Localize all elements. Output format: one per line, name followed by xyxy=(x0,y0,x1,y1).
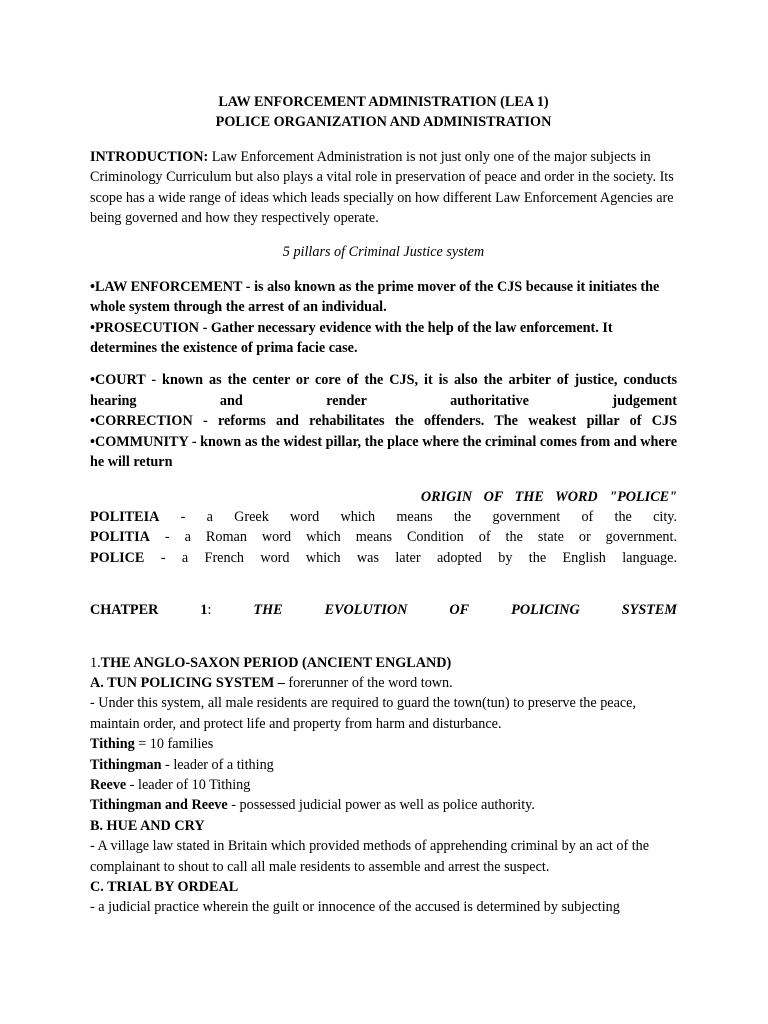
definition-text: - leader of a tithing xyxy=(161,756,274,773)
chapter-title-word-4: POLICING xyxy=(511,602,580,619)
origin-term-police: POLICE xyxy=(90,549,145,566)
section-1-heading xyxy=(90,653,677,673)
chapter-heading xyxy=(90,600,677,620)
origin-text-police: - a French word which was later adopted by the English language. xyxy=(144,549,677,566)
pillar-correction: •CORRECTION - reforms and rehabilitates the offenders. The weakest pillar of CJS xyxy=(90,413,677,430)
origin-text-politia: - a Roman word which means Condition of the state or government. xyxy=(149,529,677,546)
subsection-b-title: B. HUE AND CRY xyxy=(90,817,205,834)
definition-text: - possessed judicial power as well as police authority. xyxy=(227,797,535,814)
pillar-community: •COMMUNITY - known as the widest pillar, the place where the criminal comes from and where he will return xyxy=(90,433,677,471)
subsection-b-text: - A village law stated in Britain which provided methods of apprehending criminal by an act of the complainant to shout to call all male residents to assemble and arrest the suspect. xyxy=(90,838,650,875)
subsection-a-title: A. TUN POLICING SYSTEM – xyxy=(90,674,285,691)
subsection-a-text: - Under this system, all male residents are required to guard the town(tun) to preserve the peace, maintain order, and protect life and property from harm and disturbance. xyxy=(90,695,637,732)
origin-politia xyxy=(90,527,677,547)
document-body xyxy=(90,92,677,918)
chapter-title-word-1: THE xyxy=(253,602,283,619)
definition-term: Reeve xyxy=(90,776,127,793)
chapter-title-word-3: OF xyxy=(449,602,470,619)
origin-term-politia: POLITIA xyxy=(90,529,150,546)
origin-text-politeia: - a Greek word which means the government of the city. xyxy=(159,508,677,525)
subsection-a-heading xyxy=(90,673,677,693)
section-1-number: 1. xyxy=(90,654,101,671)
pillars-heading: 5 pillars of Criminal Justice system xyxy=(282,244,485,261)
document-title-line-1: LAW ENFORCEMENT ADMINISTRATION (LEA 1) xyxy=(218,94,549,110)
origin-politeia xyxy=(90,507,677,527)
chapter-number: 1: xyxy=(200,602,212,619)
definition-text: = 10 families xyxy=(134,736,214,753)
chapter-title-word-5: SYSTEM xyxy=(621,602,677,619)
subsection-c-text: - a judicial practice wherein the guilt or innocence of the accused is determined by subjecting xyxy=(90,899,620,916)
introduction-label: INTRODUCTION: xyxy=(90,148,209,165)
pillar-court: •COURT - known as the center or core of the CJS, it is also the arbiter of justice, conducts hearing and render authoritative judgement xyxy=(90,372,677,409)
definition-reeve xyxy=(90,775,677,795)
origin-police xyxy=(90,548,677,568)
definition-tithing xyxy=(90,734,677,754)
definition-term: Tithingman and Reeve xyxy=(90,797,228,814)
definition-term: Tithingman xyxy=(90,756,162,773)
origin-term-politeia: POLITEIA xyxy=(90,508,160,525)
definition-text: - leader of 10 Tithing xyxy=(126,776,251,793)
introduction-paragraph xyxy=(90,147,677,229)
pillar-law-enforcement: •LAW ENFORCEMENT - is also known as the prime mover of the CJS because it initiates the whole system through the arrest of an individual. xyxy=(90,278,660,316)
pillar-prosecution: •PROSECUTION - Gather necessary evidence with the help of the law enforcement. It determines the existence of prima facie case. xyxy=(90,319,613,357)
section-1-title: THE ANGLO-SAXON PERIOD (ANCIENT ENGLAND) xyxy=(100,654,452,671)
subsection-c-title: C. TRIAL BY ORDEAL xyxy=(90,879,239,895)
origin-heading: ORIGIN OF THE WORD "POLICE" xyxy=(420,488,677,505)
chapter-label: CHATPER xyxy=(90,602,159,619)
introduction-text: Law Enforcement Administration is not just only one of the major subjects in Criminology Curriculum but also plays a vital role in preservation of peace and order in the society. Its scope has a wide range of ideas which leads specially on how different Law Enforcement Agencies are being governed and how they respectively operate. xyxy=(90,148,674,227)
definition-tithingman xyxy=(90,755,677,775)
document-title-line-2: POLICE ORGANIZATION AND ADMINISTRATION xyxy=(215,114,552,131)
definition-tithingman-and-reeve xyxy=(90,795,677,815)
chapter-title-word-2: EVOLUTION xyxy=(324,602,408,619)
definition-term: Tithing xyxy=(90,736,135,753)
subsection-a-description: forerunner of the word town. xyxy=(284,674,453,691)
